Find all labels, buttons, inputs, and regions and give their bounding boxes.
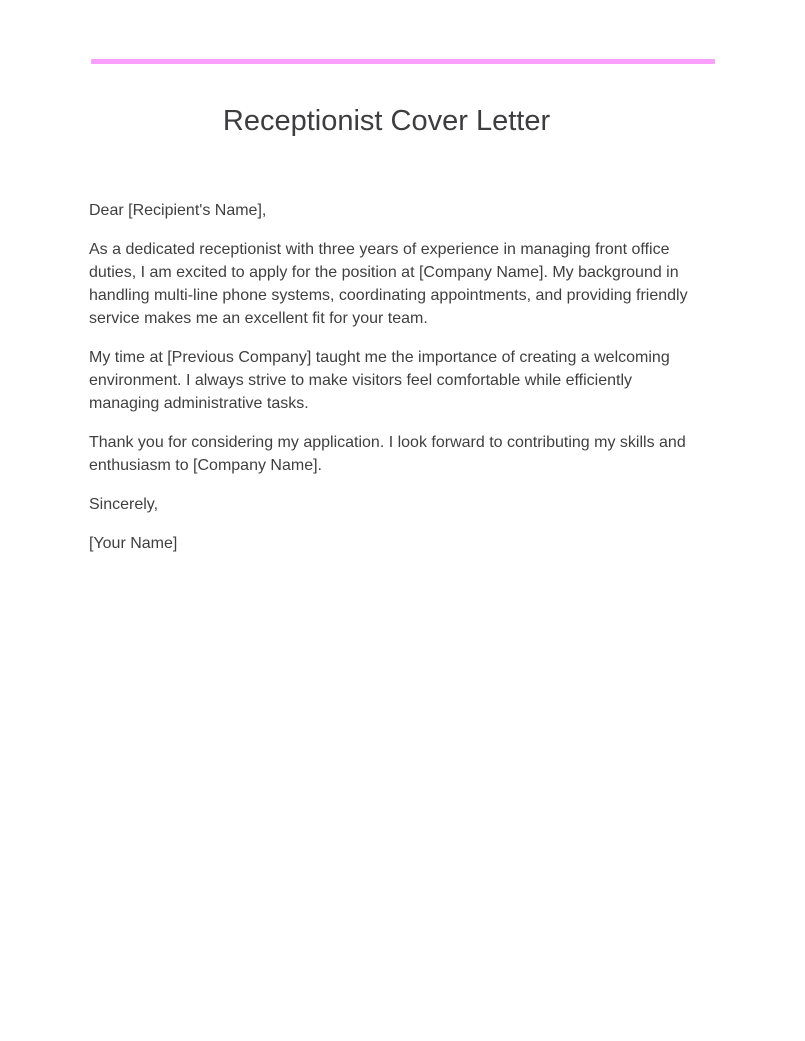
header-accent-bar — [91, 59, 715, 64]
paragraph-experience: My time at [Previous Company] taught me the importance of creating a welcoming environment. I always strive to make visitors feel comfortable while efficiently managing administrative tasks. — [89, 349, 670, 412]
paragraph-thanks: Thank you for considering my application. I look forward to contributing my skills and enthusiasm to [Company Name]. — [89, 434, 686, 474]
signature: [Your Name] — [89, 535, 178, 552]
salutation: Dear [Recipient's Name], — [89, 202, 267, 219]
letter-body — [89, 199, 689, 571]
closing: Sincerely, — [89, 496, 159, 513]
paragraph-intro: As a dedicated receptionist with three years of experience in managing front office duties, I am excited to apply for the position at [Company Name]. My background in handling multi-line phone systems, coordinating appointments, and providing friendly service makes me an excellent fit for your team. — [89, 241, 688, 327]
document-title: Receptionist Cover Letter — [222, 105, 551, 137]
